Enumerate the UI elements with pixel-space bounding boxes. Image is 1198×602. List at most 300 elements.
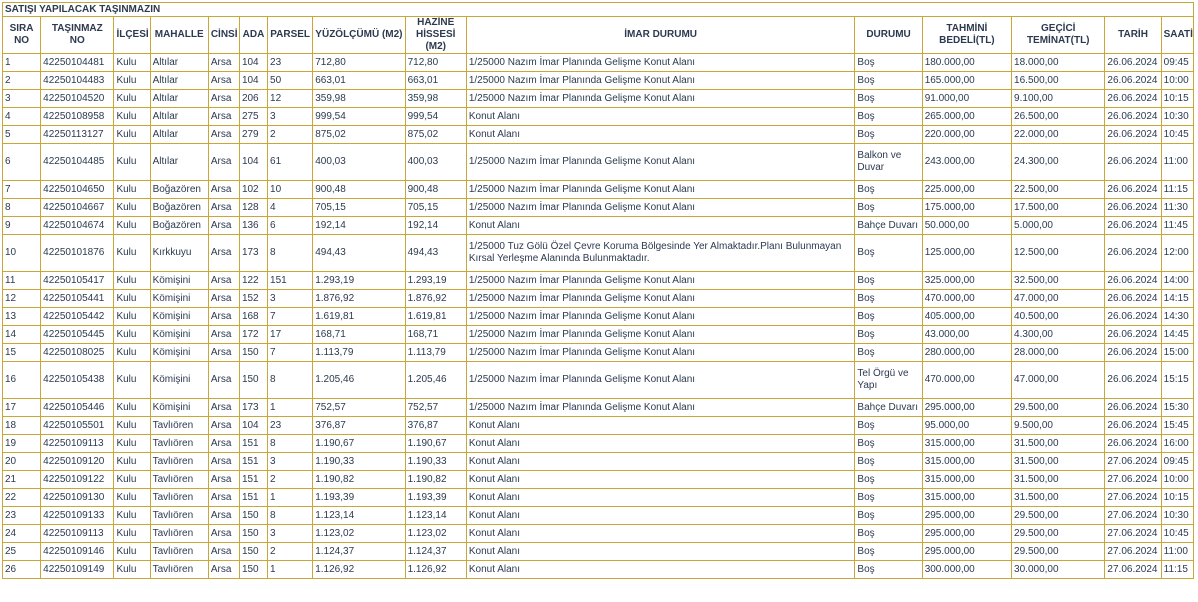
cell-parsel: 17 — [268, 326, 313, 344]
cell-ilcesi: Kulu — [114, 471, 150, 489]
cell-mahalle: Altılar — [150, 144, 208, 181]
cell-yuzolcumu: 1.190,67 — [313, 435, 405, 453]
cell-imar-durumu: 1/25000 Nazım İmar Planında Gelişme Konut Alanı — [466, 181, 855, 199]
cell-yuzolcumu: 400,03 — [313, 144, 405, 181]
table-row — [3, 126, 1194, 144]
cell-parsel: 61 — [268, 144, 313, 181]
cell-ada: 151 — [239, 435, 267, 453]
cell-tahmini-bedeli: 295.000,00 — [922, 525, 1011, 543]
cell-tahmini-bedeli: 470.000,00 — [922, 362, 1011, 399]
cell-hazine-hissesi: 192,14 — [405, 217, 466, 235]
cell-hazine-hissesi: 1.193,39 — [405, 489, 466, 507]
cell-sira-no: 5 — [3, 126, 41, 144]
cell-yuzolcumu: 1.124,37 — [313, 543, 405, 561]
property-sale-table — [2, 2, 1194, 579]
cell-saati: 14:00 — [1161, 272, 1193, 290]
cell-ilcesi: Kulu — [114, 144, 150, 181]
cell-tahmini-bedeli: 180.000,00 — [922, 54, 1011, 72]
table-row — [3, 308, 1194, 326]
col-ilcesi-header: İLÇESİ — [114, 17, 150, 54]
col-sira-no-header: SIRA NO — [3, 17, 41, 54]
cell-durumu: Boş — [855, 561, 922, 579]
cell-sira-no: 2 — [3, 72, 41, 90]
cell-cinsi: Arsa — [208, 126, 239, 144]
cell-ada: 279 — [239, 126, 267, 144]
table-row — [3, 144, 1194, 181]
table-row — [3, 471, 1194, 489]
cell-hazine-hissesi: 663,01 — [405, 72, 466, 90]
cell-ada: 172 — [239, 326, 267, 344]
cell-ilcesi: Kulu — [114, 181, 150, 199]
cell-sira-no: 17 — [3, 399, 41, 417]
cell-yuzolcumu: 1.293,19 — [313, 272, 405, 290]
cell-parsel: 23 — [268, 417, 313, 435]
cell-ada: 102 — [239, 181, 267, 199]
cell-ilcesi: Kulu — [114, 235, 150, 272]
cell-tarih: 27.06.2024 — [1105, 507, 1161, 525]
cell-yuzolcumu: 875,02 — [313, 126, 405, 144]
cell-mahalle: Kömişini — [150, 290, 208, 308]
table-row — [3, 525, 1194, 543]
table-row — [3, 507, 1194, 525]
cell-tahmini-bedeli: 470.000,00 — [922, 290, 1011, 308]
cell-tasinmaz-no: 42250109149 — [41, 561, 114, 579]
cell-durumu: Balkon ve Duvar — [855, 144, 922, 181]
cell-ada: 104 — [239, 54, 267, 72]
cell-parsel: 6 — [268, 217, 313, 235]
cell-tarih: 27.06.2024 — [1105, 561, 1161, 579]
cell-tasinmaz-no: 42250104483 — [41, 72, 114, 90]
cell-saati: 10:30 — [1161, 507, 1193, 525]
cell-imar-durumu: Konut Alanı — [466, 489, 855, 507]
cell-cinsi: Arsa — [208, 417, 239, 435]
cell-cinsi: Arsa — [208, 235, 239, 272]
cell-tarih: 27.06.2024 — [1105, 543, 1161, 561]
cell-durumu: Boş — [855, 453, 922, 471]
cell-durumu: Boş — [855, 181, 922, 199]
cell-mahalle: Altılar — [150, 126, 208, 144]
cell-parsel: 3 — [268, 290, 313, 308]
cell-ilcesi: Kulu — [114, 525, 150, 543]
cell-ada: 173 — [239, 235, 267, 272]
cell-parsel: 2 — [268, 543, 313, 561]
cell-tasinmaz-no: 42250104520 — [41, 90, 114, 108]
cell-gecici-teminat: 32.500,00 — [1012, 272, 1105, 290]
cell-gecici-teminat: 24.300,00 — [1012, 144, 1105, 181]
cell-imar-durumu: 1/25000 Nazım İmar Planında Gelişme Konut Alanı — [466, 144, 855, 181]
cell-cinsi: Arsa — [208, 272, 239, 290]
cell-sira-no: 6 — [3, 144, 41, 181]
cell-tahmini-bedeli: 315.000,00 — [922, 471, 1011, 489]
cell-parsel: 7 — [268, 344, 313, 362]
cell-imar-durumu: 1/25000 Nazım İmar Planında Gelişme Konut Alanı — [466, 308, 855, 326]
cell-cinsi: Arsa — [208, 54, 239, 72]
cell-cinsi: Arsa — [208, 344, 239, 362]
cell-mahalle: Kömişini — [150, 344, 208, 362]
cell-ilcesi: Kulu — [114, 417, 150, 435]
cell-imar-durumu: 1/25000 Nazım İmar Planında Gelişme Konut Alanı — [466, 54, 855, 72]
cell-saati: 10:00 — [1161, 72, 1193, 90]
cell-ada: 173 — [239, 399, 267, 417]
table-row — [3, 399, 1194, 417]
cell-saati: 15:00 — [1161, 344, 1193, 362]
cell-sira-no: 8 — [3, 199, 41, 217]
cell-durumu: Tel Örgü ve Yapı — [855, 362, 922, 399]
cell-gecici-teminat: 22.000,00 — [1012, 126, 1105, 144]
table-row — [3, 90, 1194, 108]
cell-durumu: Boş — [855, 525, 922, 543]
cell-tasinmaz-no: 42250109130 — [41, 489, 114, 507]
cell-sira-no: 25 — [3, 543, 41, 561]
cell-durumu: Boş — [855, 90, 922, 108]
cell-sira-no: 19 — [3, 435, 41, 453]
cell-tahmini-bedeli: 315.000,00 — [922, 489, 1011, 507]
table-row — [3, 72, 1194, 90]
cell-tasinmaz-no: 42250109113 — [41, 525, 114, 543]
cell-tarih: 26.06.2024 — [1105, 308, 1161, 326]
cell-tahmini-bedeli: 295.000,00 — [922, 507, 1011, 525]
table-row — [3, 489, 1194, 507]
cell-saati: 09:45 — [1161, 54, 1193, 72]
cell-imar-durumu: Konut Alanı — [466, 108, 855, 126]
cell-tasinmaz-no: 42250104485 — [41, 144, 114, 181]
cell-ilcesi: Kulu — [114, 435, 150, 453]
table-row — [3, 199, 1194, 217]
cell-imar-durumu: 1/25000 Nazım İmar Planında Gelişme Konut Alanı — [466, 290, 855, 308]
cell-tarih: 26.06.2024 — [1105, 108, 1161, 126]
cell-tasinmaz-no: 42250108958 — [41, 108, 114, 126]
cell-cinsi: Arsa — [208, 543, 239, 561]
cell-tahmini-bedeli: 95.000,00 — [922, 417, 1011, 435]
cell-tasinmaz-no: 42250104667 — [41, 199, 114, 217]
cell-saati: 11:00 — [1161, 543, 1193, 561]
table-row — [3, 435, 1194, 453]
cell-parsel: 3 — [268, 108, 313, 126]
table-row — [3, 217, 1194, 235]
cell-imar-durumu: 1/25000 Nazım İmar Planında Gelişme Konut Alanı — [466, 199, 855, 217]
cell-ilcesi: Kulu — [114, 108, 150, 126]
cell-durumu: Boş — [855, 126, 922, 144]
cell-imar-durumu: Konut Alanı — [466, 126, 855, 144]
cell-hazine-hissesi: 400,03 — [405, 144, 466, 181]
cell-durumu: Boş — [855, 108, 922, 126]
cell-durumu: Boş — [855, 543, 922, 561]
cell-durumu: Boş — [855, 435, 922, 453]
cell-imar-durumu: Konut Alanı — [466, 525, 855, 543]
cell-imar-durumu: 1/25000 Tuz Gölü Özel Çevre Koruma Bölgesinde Yer Almaktadır.Planı Bulunmayan Kırsal Yerleşme Alanında Bulunmaktadır. — [466, 235, 855, 272]
cell-ilcesi: Kulu — [114, 308, 150, 326]
col-hazine-hissesi-header: HAZİNE HİSSESİ (M2) — [405, 17, 466, 54]
cell-sira-no: 9 — [3, 217, 41, 235]
cell-hazine-hissesi: 712,80 — [405, 54, 466, 72]
cell-sira-no: 13 — [3, 308, 41, 326]
cell-sira-no: 7 — [3, 181, 41, 199]
cell-yuzolcumu: 1.123,02 — [313, 525, 405, 543]
cell-imar-durumu: 1/25000 Nazım İmar Planında Gelişme Konut Alanı — [466, 362, 855, 399]
cell-cinsi: Arsa — [208, 561, 239, 579]
cell-cinsi: Arsa — [208, 108, 239, 126]
cell-parsel: 8 — [268, 235, 313, 272]
cell-tarih: 26.06.2024 — [1105, 181, 1161, 199]
cell-sira-no: 14 — [3, 326, 41, 344]
cell-hazine-hissesi: 1.293,19 — [405, 272, 466, 290]
cell-yuzolcumu: 494,43 — [313, 235, 405, 272]
cell-tasinmaz-no: 42250101876 — [41, 235, 114, 272]
cell-tahmini-bedeli: 300.000,00 — [922, 561, 1011, 579]
cell-parsel: 2 — [268, 126, 313, 144]
cell-tahmini-bedeli: 91.000,00 — [922, 90, 1011, 108]
cell-tahmini-bedeli: 265.000,00 — [922, 108, 1011, 126]
cell-gecici-teminat: 5.000,00 — [1012, 217, 1105, 235]
cell-tasinmaz-no: 42250109146 — [41, 543, 114, 561]
cell-ada: 104 — [239, 72, 267, 90]
cell-imar-durumu: Konut Alanı — [466, 561, 855, 579]
cell-gecici-teminat: 18.000,00 — [1012, 54, 1105, 72]
cell-durumu: Boş — [855, 344, 922, 362]
cell-sira-no: 23 — [3, 507, 41, 525]
cell-saati: 14:30 — [1161, 308, 1193, 326]
cell-imar-durumu: Konut Alanı — [466, 507, 855, 525]
cell-tahmini-bedeli: 315.000,00 — [922, 435, 1011, 453]
cell-cinsi: Arsa — [208, 72, 239, 90]
cell-gecici-teminat: 9.500,00 — [1012, 417, 1105, 435]
cell-imar-durumu: 1/25000 Nazım İmar Planında Gelişme Konut Alanı — [466, 90, 855, 108]
cell-gecici-teminat: 31.500,00 — [1012, 471, 1105, 489]
cell-tasinmaz-no: 42250105438 — [41, 362, 114, 399]
cell-ilcesi: Kulu — [114, 362, 150, 399]
col-ada-header: ADA — [239, 17, 267, 54]
cell-gecici-teminat: 31.500,00 — [1012, 453, 1105, 471]
cell-cinsi: Arsa — [208, 90, 239, 108]
cell-tasinmaz-no: 42250109122 — [41, 471, 114, 489]
cell-tahmini-bedeli: 280.000,00 — [922, 344, 1011, 362]
cell-yuzolcumu: 376,87 — [313, 417, 405, 435]
cell-sira-no: 10 — [3, 235, 41, 272]
cell-parsel: 4 — [268, 199, 313, 217]
table-row — [3, 108, 1194, 126]
cell-ada: 152 — [239, 290, 267, 308]
table-row — [3, 453, 1194, 471]
cell-saati: 10:45 — [1161, 525, 1193, 543]
cell-hazine-hissesi: 1.126,92 — [405, 561, 466, 579]
cell-yuzolcumu: 1.123,14 — [313, 507, 405, 525]
cell-hazine-hissesi: 494,43 — [405, 235, 466, 272]
cell-hazine-hissesi: 999,54 — [405, 108, 466, 126]
cell-saati: 10:15 — [1161, 90, 1193, 108]
cell-mahalle: Tavlıören — [150, 435, 208, 453]
cell-mahalle: Altılar — [150, 90, 208, 108]
cell-ilcesi: Kulu — [114, 561, 150, 579]
cell-saati: 16:00 — [1161, 435, 1193, 453]
cell-imar-durumu: 1/25000 Nazım İmar Planında Gelişme Konut Alanı — [466, 399, 855, 417]
cell-tasinmaz-no: 42250104650 — [41, 181, 114, 199]
cell-ada: 150 — [239, 362, 267, 399]
cell-tasinmaz-no: 42250105445 — [41, 326, 114, 344]
cell-parsel: 1 — [268, 489, 313, 507]
cell-ada: 150 — [239, 344, 267, 362]
cell-yuzolcumu: 705,15 — [313, 199, 405, 217]
cell-mahalle: Altılar — [150, 108, 208, 126]
cell-saati: 10:45 — [1161, 126, 1193, 144]
cell-tarih: 26.06.2024 — [1105, 344, 1161, 362]
cell-durumu: Boş — [855, 199, 922, 217]
cell-yuzolcumu: 1.619,81 — [313, 308, 405, 326]
cell-mahalle: Kömişini — [150, 399, 208, 417]
cell-imar-durumu: 1/25000 Nazım İmar Planında Gelişme Konut Alanı — [466, 272, 855, 290]
cell-tasinmaz-no: 42250108025 — [41, 344, 114, 362]
cell-saati: 15:30 — [1161, 399, 1193, 417]
cell-durumu: Bahçe Duvarı — [855, 217, 922, 235]
cell-parsel: 1 — [268, 561, 313, 579]
cell-tahmini-bedeli: 125.000,00 — [922, 235, 1011, 272]
cell-tasinmaz-no: 42250104674 — [41, 217, 114, 235]
table-title: SATIŞI YAPILACAK TAŞINMAZIN — [3, 3, 1194, 17]
cell-saati: 12:00 — [1161, 235, 1193, 272]
cell-tasinmaz-no: 42250105441 — [41, 290, 114, 308]
col-gecici-teminat-header: GEÇİCİ TEMİNAT(TL) — [1012, 17, 1105, 54]
col-saati-header: SAATİ — [1161, 17, 1193, 54]
cell-sira-no: 21 — [3, 471, 41, 489]
cell-imar-durumu: Konut Alanı — [466, 417, 855, 435]
cell-tasinmaz-no: 42250109120 — [41, 453, 114, 471]
cell-gecici-teminat: 29.500,00 — [1012, 507, 1105, 525]
cell-yuzolcumu: 1.205,46 — [313, 362, 405, 399]
cell-hazine-hissesi: 705,15 — [405, 199, 466, 217]
cell-saati: 15:15 — [1161, 362, 1193, 399]
cell-sira-no: 15 — [3, 344, 41, 362]
cell-ada: 206 — [239, 90, 267, 108]
cell-parsel: 1 — [268, 399, 313, 417]
cell-gecici-teminat: 31.500,00 — [1012, 489, 1105, 507]
cell-cinsi: Arsa — [208, 217, 239, 235]
cell-sira-no: 1 — [3, 54, 41, 72]
cell-gecici-teminat: 28.000,00 — [1012, 344, 1105, 362]
cell-mahalle: Kömişini — [150, 362, 208, 399]
cell-tarih: 26.06.2024 — [1105, 290, 1161, 308]
cell-mahalle: Boğazören — [150, 181, 208, 199]
cell-tarih: 26.06.2024 — [1105, 326, 1161, 344]
cell-tarih: 27.06.2024 — [1105, 471, 1161, 489]
col-durumu-header: DURUMU — [855, 17, 922, 54]
col-mahalle-header: MAHALLE — [150, 17, 208, 54]
cell-gecici-teminat: 16.500,00 — [1012, 72, 1105, 90]
cell-tarih: 26.06.2024 — [1105, 272, 1161, 290]
cell-parsel: 8 — [268, 362, 313, 399]
cell-tahmini-bedeli: 43.000,00 — [922, 326, 1011, 344]
cell-parsel: 3 — [268, 453, 313, 471]
cell-mahalle: Tavlıören — [150, 417, 208, 435]
cell-cinsi: Arsa — [208, 507, 239, 525]
cell-sira-no: 26 — [3, 561, 41, 579]
cell-durumu: Boş — [855, 290, 922, 308]
cell-durumu: Boş — [855, 272, 922, 290]
cell-ada: 150 — [239, 525, 267, 543]
cell-hazine-hissesi: 1.123,14 — [405, 507, 466, 525]
cell-hazine-hissesi: 875,02 — [405, 126, 466, 144]
table-row — [3, 54, 1194, 72]
cell-sira-no: 22 — [3, 489, 41, 507]
cell-hazine-hissesi: 1.190,82 — [405, 471, 466, 489]
cell-cinsi: Arsa — [208, 453, 239, 471]
cell-cinsi: Arsa — [208, 525, 239, 543]
cell-mahalle: Kırkkuyu — [150, 235, 208, 272]
cell-sira-no: 12 — [3, 290, 41, 308]
cell-yuzolcumu: 1.113,79 — [313, 344, 405, 362]
cell-saati: 15:45 — [1161, 417, 1193, 435]
cell-cinsi: Arsa — [208, 435, 239, 453]
cell-imar-durumu: 1/25000 Nazım İmar Planında Gelişme Konut Alanı — [466, 326, 855, 344]
table-row — [3, 362, 1194, 399]
cell-ada: 136 — [239, 217, 267, 235]
cell-sira-no: 18 — [3, 417, 41, 435]
cell-cinsi: Arsa — [208, 326, 239, 344]
cell-tahmini-bedeli: 220.000,00 — [922, 126, 1011, 144]
cell-durumu: Bahçe Duvarı — [855, 399, 922, 417]
cell-ilcesi: Kulu — [114, 290, 150, 308]
cell-hazine-hissesi: 1.619,81 — [405, 308, 466, 326]
cell-imar-durumu: Konut Alanı — [466, 217, 855, 235]
cell-tahmini-bedeli: 175.000,00 — [922, 199, 1011, 217]
cell-gecici-teminat: 29.500,00 — [1012, 399, 1105, 417]
cell-durumu: Boş — [855, 72, 922, 90]
cell-saati: 09:45 — [1161, 453, 1193, 471]
cell-ada: 151 — [239, 453, 267, 471]
cell-mahalle: Tavlıören — [150, 489, 208, 507]
cell-tarih: 27.06.2024 — [1105, 489, 1161, 507]
cell-saati: 11:00 — [1161, 144, 1193, 181]
cell-tasinmaz-no: 42250105417 — [41, 272, 114, 290]
cell-cinsi: Arsa — [208, 399, 239, 417]
cell-saati: 10:00 — [1161, 471, 1193, 489]
cell-ilcesi: Kulu — [114, 217, 150, 235]
cell-parsel: 3 — [268, 525, 313, 543]
cell-gecici-teminat: 40.500,00 — [1012, 308, 1105, 326]
cell-saati: 11:45 — [1161, 217, 1193, 235]
cell-tasinmaz-no: 42250104481 — [41, 54, 114, 72]
cell-yuzolcumu: 999,54 — [313, 108, 405, 126]
cell-parsel: 10 — [268, 181, 313, 199]
cell-mahalle: Altılar — [150, 72, 208, 90]
cell-saati: 14:45 — [1161, 326, 1193, 344]
cell-ilcesi: Kulu — [114, 399, 150, 417]
cell-imar-durumu: Konut Alanı — [466, 453, 855, 471]
cell-parsel: 50 — [268, 72, 313, 90]
cell-tahmini-bedeli: 315.000,00 — [922, 453, 1011, 471]
table-row — [3, 290, 1194, 308]
cell-durumu: Boş — [855, 417, 922, 435]
cell-ada: 150 — [239, 507, 267, 525]
table-row — [3, 417, 1194, 435]
cell-ilcesi: Kulu — [114, 54, 150, 72]
cell-cinsi: Arsa — [208, 181, 239, 199]
cell-cinsi: Arsa — [208, 471, 239, 489]
cell-mahalle: Tavlıören — [150, 453, 208, 471]
cell-sira-no: 20 — [3, 453, 41, 471]
cell-ilcesi: Kulu — [114, 489, 150, 507]
cell-tahmini-bedeli: 325.000,00 — [922, 272, 1011, 290]
cell-tarih: 26.06.2024 — [1105, 417, 1161, 435]
table-row — [3, 543, 1194, 561]
cell-ada: 275 — [239, 108, 267, 126]
cell-hazine-hissesi: 1.124,37 — [405, 543, 466, 561]
cell-ada: 128 — [239, 199, 267, 217]
cell-cinsi: Arsa — [208, 290, 239, 308]
cell-mahalle: Tavlıören — [150, 543, 208, 561]
cell-ilcesi: Kulu — [114, 326, 150, 344]
cell-imar-durumu: Konut Alanı — [466, 471, 855, 489]
cell-imar-durumu: Konut Alanı — [466, 435, 855, 453]
cell-ada: 168 — [239, 308, 267, 326]
